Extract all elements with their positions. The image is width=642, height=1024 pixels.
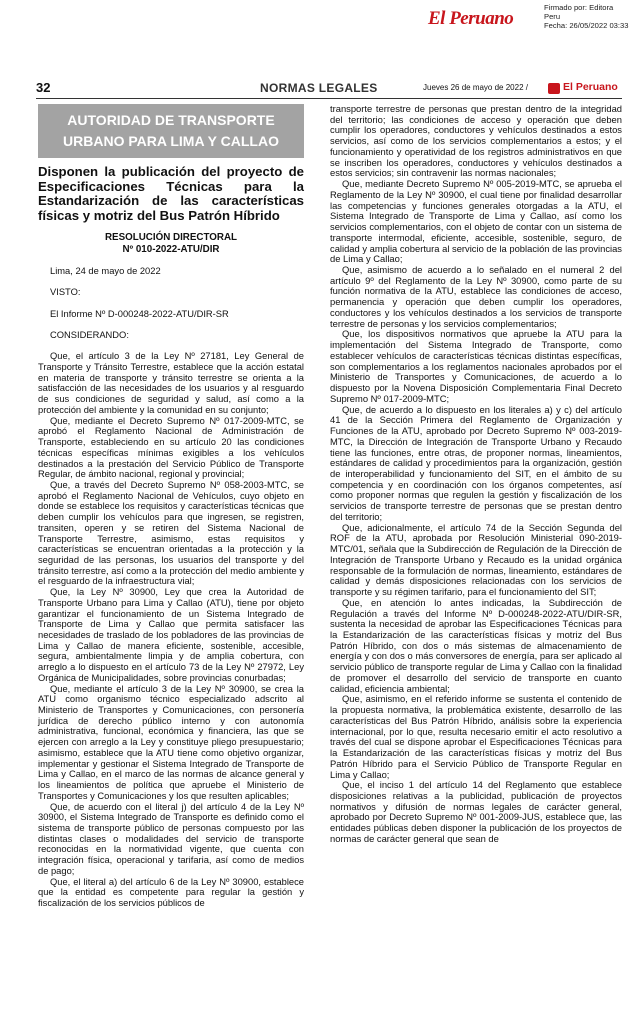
header-paper-name: El Peruano [563,81,618,93]
header-date: Jueves 26 de mayo de 2022 / [423,83,528,92]
paragraph: Que, el literal a) del artículo 6 de la Ley Nº 30900, establece que la entidad es competente para regular la gestión y fiscalización de los servicios públicos de [38,876,304,908]
paragraph: Que, asimismo de acuerdo a lo señalado en el numeral 2 del artículo 9º del Reglamento de la Ley Nº 30900, como parte de su función normativa de la ATU, establece las condiciones de acceso, permanencia y operación que deben cumplir los operadores, conductores y los vehículos destinados a los servicios de transporte terrestre de personas y los servicios complementarios; [330,264,622,329]
peru-flag-icon [548,83,560,94]
paragraph: Que, de acuerdo con el literal j) del artículo 4 de la Ley Nº 30900, el Sistema Integrado de Transporte es definido como el sistema de transporte público de personas compuesto por las distintas clases o modalidades del servicio de transporte reconocidas en la normatividad vigente, que cuenta con integración física, operacional y tarifaria, así como de medios de pago; [38,801,304,876]
signature-line: Firmado por: Editora [544,3,614,12]
considerando-heading: CONSIDERANDO: [50,329,129,340]
paragraph: Que, asimismo, en el referido informe se sustenta el contenido de la propuesta normativa, la problemática existente, desarrollo de las características del Bus Patrón Híbrido, análisis sobre la experiencia internacional, por lo que, resulta necesario emitir el acto resolutivo a través del cual se dispone aprobar el Especificaciones Técnicas para la Estandarización de las características físicas y motriz del Bus Patrón Híbrido para el Servicio Público de Transporte Regular en Lima y Callao; [330,693,622,780]
signature-line: Peru [544,12,561,22]
resolution-number: Nº 010-2022-ATU/DIR [122,243,220,255]
banner-line: AUTORIDAD DE TRANSPORTE [67,112,275,128]
paragraph-continuation: transporte terrestre de personas que prestan dentro de la integridad del territorio; las condiciones de acceso y operación que deben cumplir los operadores, conductores y vehículos destinados a estos servicios, así como de los servicios complementarios a estos; y el funcionamiento y operatividad de los registros administrativos en que se inscriben los operadores, conductores y vehículos destinados a estos servicios; sin contravenir las normas nacionales; [330,103,622,179]
right-column [330,104,622,845]
institution-banner [38,104,304,158]
digital-signature-block [0,2,642,34]
paragraph: Que, de acuerdo a lo dispuesto en los literales a) y c) del artículo 41 de la Sección Primera del Reglamento de Organización y Funciones de la ATU, aprobado por Decreto Supremo Nº 003-2019-MTC, la Dirección de Integración de Transporte Urbano y Recaudo tiene las funciones, entre otras, de proponer normas, lineamientos, estándares de calidad y procedimientos para la organización, gestión de interoperabilidad y funcionamiento del SIT, en el ámbito de su competencia y en coordinación con los órganos competentes, así como proponer normas que regulen la gestión y fiscalización de los servicios de transporte terrestre de personas que se prestan dentro del territorio; [330,403,622,522]
resolution-line: RESOLUCIÓN DIRECTORAL [104,232,238,243]
paragraph: Que, el artículo 3 de la Ley Nº 27181, Ley General de Transporte y Tránsito Terrestre, establece que la acción estatal en materia de transporte y tránsito terrestre se orienta a la satisfacción de las necesidades de los usuarios y al resguardo de sus condiciones de seguridad y salud, así como a la protección del ambiente y la comunidad en su conjunto; [38,351,304,415]
paragraph: Que, los dispositivos normativos que apruebe la ATU para la implementación del Sistema Integrado de Transporte, como establecer vehículos de características técnicas distintas específicas, son complementarios a los reglamentos nacionales aprobados por el Ministerio de Transportes y Comunicaciones, de acuerdo a lo dispuesto por la Novena Disposición Complementaria Final Decreto Supremo Nº 017-2009-MTC; [330,328,622,404]
el-peruano-logo: El Peruano [428,8,514,29]
paragraph: Que, la Ley Nº 30900, Ley que crea la Autoridad de Transporte Urbano para Lima y Callao (ATU), tiene por objeto garantizar el funcionamiento de un Sistema Integrado de Transporte de Lima y Callao que permita satisfacer las necesidades de traslado de los pobladores de las provincias de Lima y Callao de manera eficiente, sostenible, accesible, segura, ambientalmente limpia y de amplia cobertura, con arreglo a lo dispuesto en el artículo 73 de la Ley Nº 27972, Ley Orgánica de Municipalidades, sobre provincias conurbadas; [38,587,304,683]
paragraph: Que, mediante el Decreto Supremo Nº 017-2009-MTC, se aprobó el Reglamento Nacional de Administración de Transporte, estableciendo en su artículo 20 las condiciones técnicas específicas mínimas exigibles a los vehículos destinados a la prestación del Servicio Público de Transporte Regular, de ámbito nacional, regional y provincial; [38,415,304,480]
section-title: NORMAS LEGALES [260,81,378,95]
paragraph: Que, el inciso 1 del artículo 14 del Reglamento que establece disposiciones relativas a la publicidad, publicación de proyectos normativos y difusión de normas legales de carácter general, aprobado por Decreto Supremo Nº 001-2009-JUS, establece que, las entidades públicas deben disponer la publicación de los proyectos de normas de carácter general que sean de [330,779,622,844]
paragraph: Que, mediante Decreto Supremo Nº 005-2019-MTC, se aprueba el Reglamento de la Ley Nº 30900, el cual tiene por finalidad desarrollar las competencias y funciones generales otorgadas a la ATU, el Sistema Integrado de Transporte de Lima y Callao, así como los servicios complementarios, con el objeto de contar con un sistema de transporte intermodal, eficiente, accesible, sostenible, seguro, de calidad y amplia cobertura al servicio de la población de las provincias de Lima y Callao; [330,178,622,265]
signature-text [544,3,628,31]
banner-line: URBANO PARA LIMA Y CALLAO [63,133,279,149]
signature-line: Fecha: 26/05/2022 03:33 [544,21,629,31]
visto-heading: VISTO: [50,287,81,298]
left-column [38,104,304,909]
paragraph: Que, a través del Decreto Supremo Nº 058-2003-MTC, se aprobó el Reglamento Nacional de Vehículos, cuyo objeto en donde se establece los requisitos y características técnicas que deben cumplir los vehículos para que ingresen, se registren, transiten, operen y se retiren del Sistema Nacional de Transporte Terrestre, asimismo, estas requisitos y características se encuentran orientadas a la protección y la seguridad de las personas, los usuarios del transporte y del tránsito terrestre, así como a la protección del medio ambiente y el resguardo de la infraestructura vial; [38,479,304,587]
article-title: Disponen la publicación del proyecto de Especificaciones Técnicas para la Estandarización de las características físicas y motriz del Bus Patrón Híbrido [38,164,304,223]
paragraph: Que, en atención lo antes indicadas, la Subdirección de Regulación a través del Informe Nº D-000248-2022-ATU/DIR-SR, sustenta la necesidad de aprobar las Especificaciones Técnicas para la Estandarización de las características físicas y motriz del Bus Patrón Híbrido, con dos o más sistemas de almacenamiento de energía y con dos o más conversores de energía, para ser aplicado al servicio público de transporte regular de Lima y Callao con la finalidad de promover el desarrollo del servicio de transporte en cuanto calidad, eficiencia ambiental; [330,596,622,694]
informe-reference: El Informe Nº D-000248-2022-ATU/DIR-SR [50,308,229,319]
header-rule [36,98,622,99]
paragraph: Que, adicionalmente, el artículo 74 de la Sección Segunda del ROF de la ATU, aprobada por Resolución Ministerial 090-2019-MTC/01, señala que la Subdirección de Regulación de la Dirección de Integración de Transporte Urbano y Recaudo es la unidad orgánica responsable de la formulación de normas, lineamiento, estándares de calidad y demás disposiciones relacionadas con los servicios de transporte y su régimen tarifario, para el funcionamiento del SIT; [330,521,622,598]
page-header [36,80,622,98]
resolution-heading [38,232,304,255]
paragraph: Que, mediante el artículo 3 de la Ley Nº 30900, se crea la ATU como organismo técnico especializado adscrito al Ministerio de Transportes y Comunicaciones, con personería jurídica de derecho público interno y con autonomía administrativa, funcional, económica y financiera, las que se ejercen con arreglo a la Ley y constituye pliego presupuestario; asimismo, establece que la ATU tiene como objetivo organizar, implementar y gestionar el Sistema Integrado de Transporte de Lima y Callao, en el marco de las normas de alcance general y los lineamientos de política que apruebe el Ministerio de Transportes y Comunicaciones y los que resulten aplicables; [38,683,304,801]
page-number: 32 [36,80,51,95]
place-date: Lima, 24 de mayo de 2022 [50,265,161,276]
